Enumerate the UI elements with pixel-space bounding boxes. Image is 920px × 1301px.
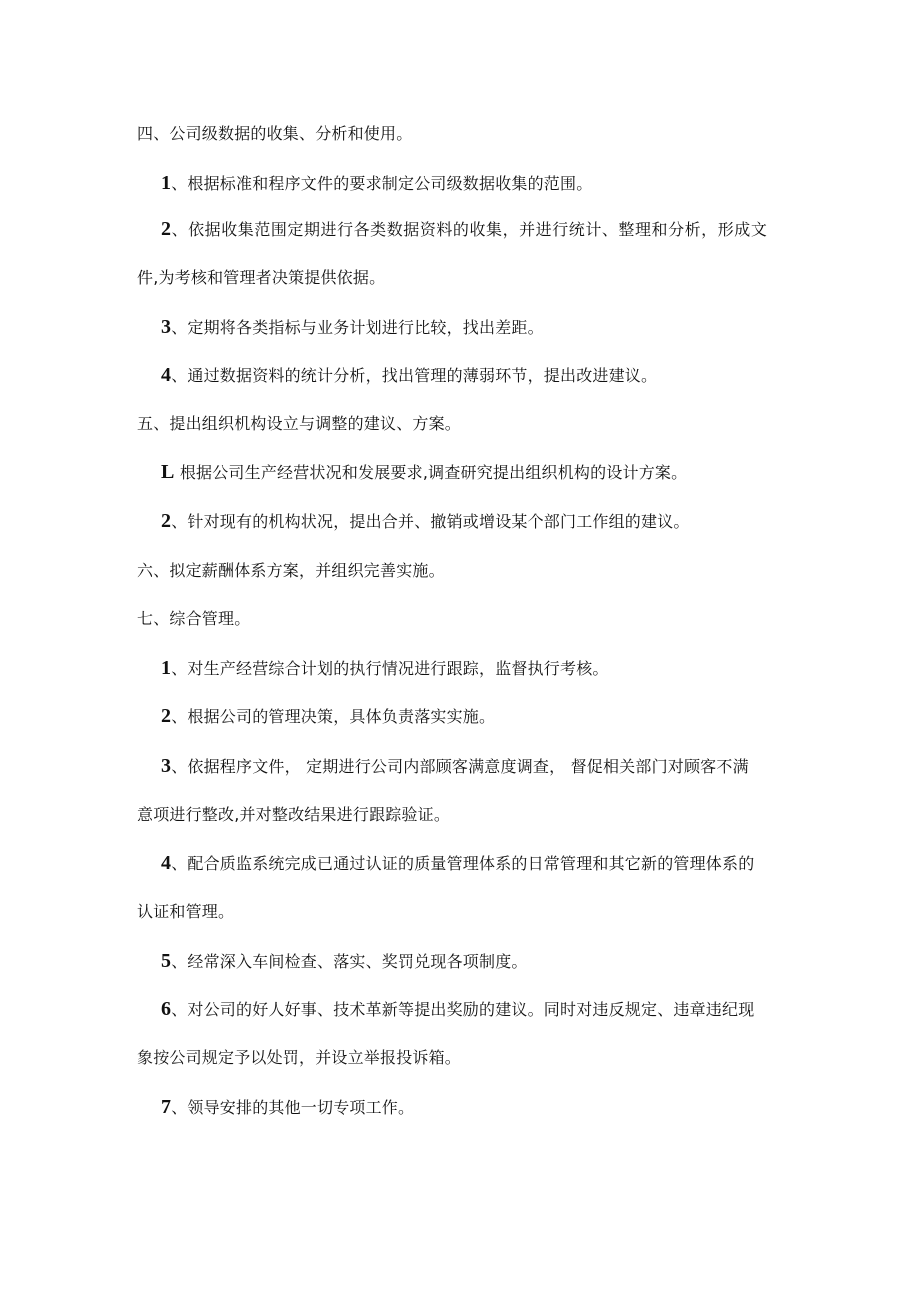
- item-number: 4: [161, 364, 172, 386]
- item-number: 3: [161, 316, 172, 338]
- list-item-7-5: [161, 950, 528, 973]
- line-text: 四、公司级数据的收集、分析和使用。: [137, 124, 413, 143]
- item-number: L: [161, 461, 175, 483]
- line-text: 件,为考核和管理者决策提供依据。: [137, 268, 386, 287]
- list-item-5-2: [161, 510, 690, 533]
- line-text: 、根据标准和程序文件的要求制定公司级数据收集的范围。: [171, 174, 593, 193]
- line-text: 、配合质监系统完成已通过认证的质量管理体系的日常管理和其它新的管理体系的: [171, 854, 755, 873]
- section-heading-5: [137, 413, 461, 435]
- line-text: 、对生产经营综合计划的执行情况进行跟踪，监督执行考核。: [171, 659, 609, 678]
- list-item-4-2-continued: [137, 267, 385, 289]
- line-text: 、领导安排的其他一切专项工作。: [171, 1098, 415, 1117]
- item-number: 7: [161, 1096, 172, 1118]
- list-item-4-4: [161, 364, 657, 387]
- line-text: 六、拟定薪酬体系方案，并组织完善实施。: [137, 561, 445, 580]
- line-text: 七、综合管理。: [137, 609, 251, 628]
- line-text: 认证和管理。: [137, 902, 235, 921]
- list-item-7-3-continued: [137, 804, 450, 826]
- line-text: 、依据程序文件， 定期进行公司内部顾客满意度调查， 督促相关部门对顾客不满: [171, 757, 749, 776]
- line-text: 、针对现有的机构状况，提出合并、撤销或增设某个部门工作组的建议。: [171, 512, 690, 531]
- list-item-7-1: [161, 657, 609, 680]
- line-text: 五、提出组织机构设立与调整的建议、方案。: [137, 414, 462, 433]
- list-item-7-4: [161, 852, 754, 875]
- list-item-5-1: [161, 461, 687, 484]
- line-text: 、根据公司的管理决策，具体负责落实实施。: [171, 707, 496, 726]
- item-number: 4: [161, 852, 172, 874]
- line-text: 根据公司生产经营状况和发展要求,调查研究提出组织机构的设计方案。: [174, 463, 688, 482]
- list-item-4-3: [161, 316, 544, 339]
- section-heading-4: [137, 123, 412, 145]
- line-text: 意项进行整改,并对整改结果进行跟踪验证。: [137, 805, 451, 824]
- item-number: 1: [161, 172, 172, 194]
- item-number: 2: [161, 510, 172, 532]
- line-text: 、经常深入车间检查、落实、奖罚兑现各项制度。: [171, 952, 528, 971]
- list-item-7-7: [161, 1096, 414, 1119]
- list-item-4-1: [161, 172, 592, 195]
- line-text: 、依据收集范围定期进行各类数据资料的收集，并进行统计、整理和分析，形成文: [171, 220, 768, 239]
- line-text: 象按公司规定予以处罚，并设立举报投诉箱。: [137, 1048, 462, 1067]
- section-heading-7: [137, 608, 250, 630]
- list-item-7-6-continued: [137, 1047, 461, 1069]
- section-heading-6: [137, 560, 445, 582]
- list-item-7-3: [161, 755, 749, 778]
- line-text: 、通过数据资料的统计分析，找出管理的薄弱环节，提出改进建议。: [171, 366, 658, 385]
- list-item-7-6: [161, 998, 754, 1021]
- item-number: 2: [161, 705, 172, 727]
- list-item-4-2: [161, 218, 767, 241]
- item-number: 5: [161, 950, 172, 972]
- line-text: 、定期将各类指标与业务计划进行比较，找出差距。: [171, 318, 544, 337]
- item-number: 3: [161, 755, 172, 777]
- list-item-7-4-continued: [137, 901, 234, 923]
- list-item-7-2: [161, 705, 495, 728]
- item-number: 1: [161, 657, 172, 679]
- item-number: 6: [161, 998, 172, 1020]
- item-number: 2: [161, 218, 172, 240]
- line-text: 、对公司的好人好事、技术革新等提出奖励的建议。同时对违反规定、违章违纪现: [171, 1000, 755, 1019]
